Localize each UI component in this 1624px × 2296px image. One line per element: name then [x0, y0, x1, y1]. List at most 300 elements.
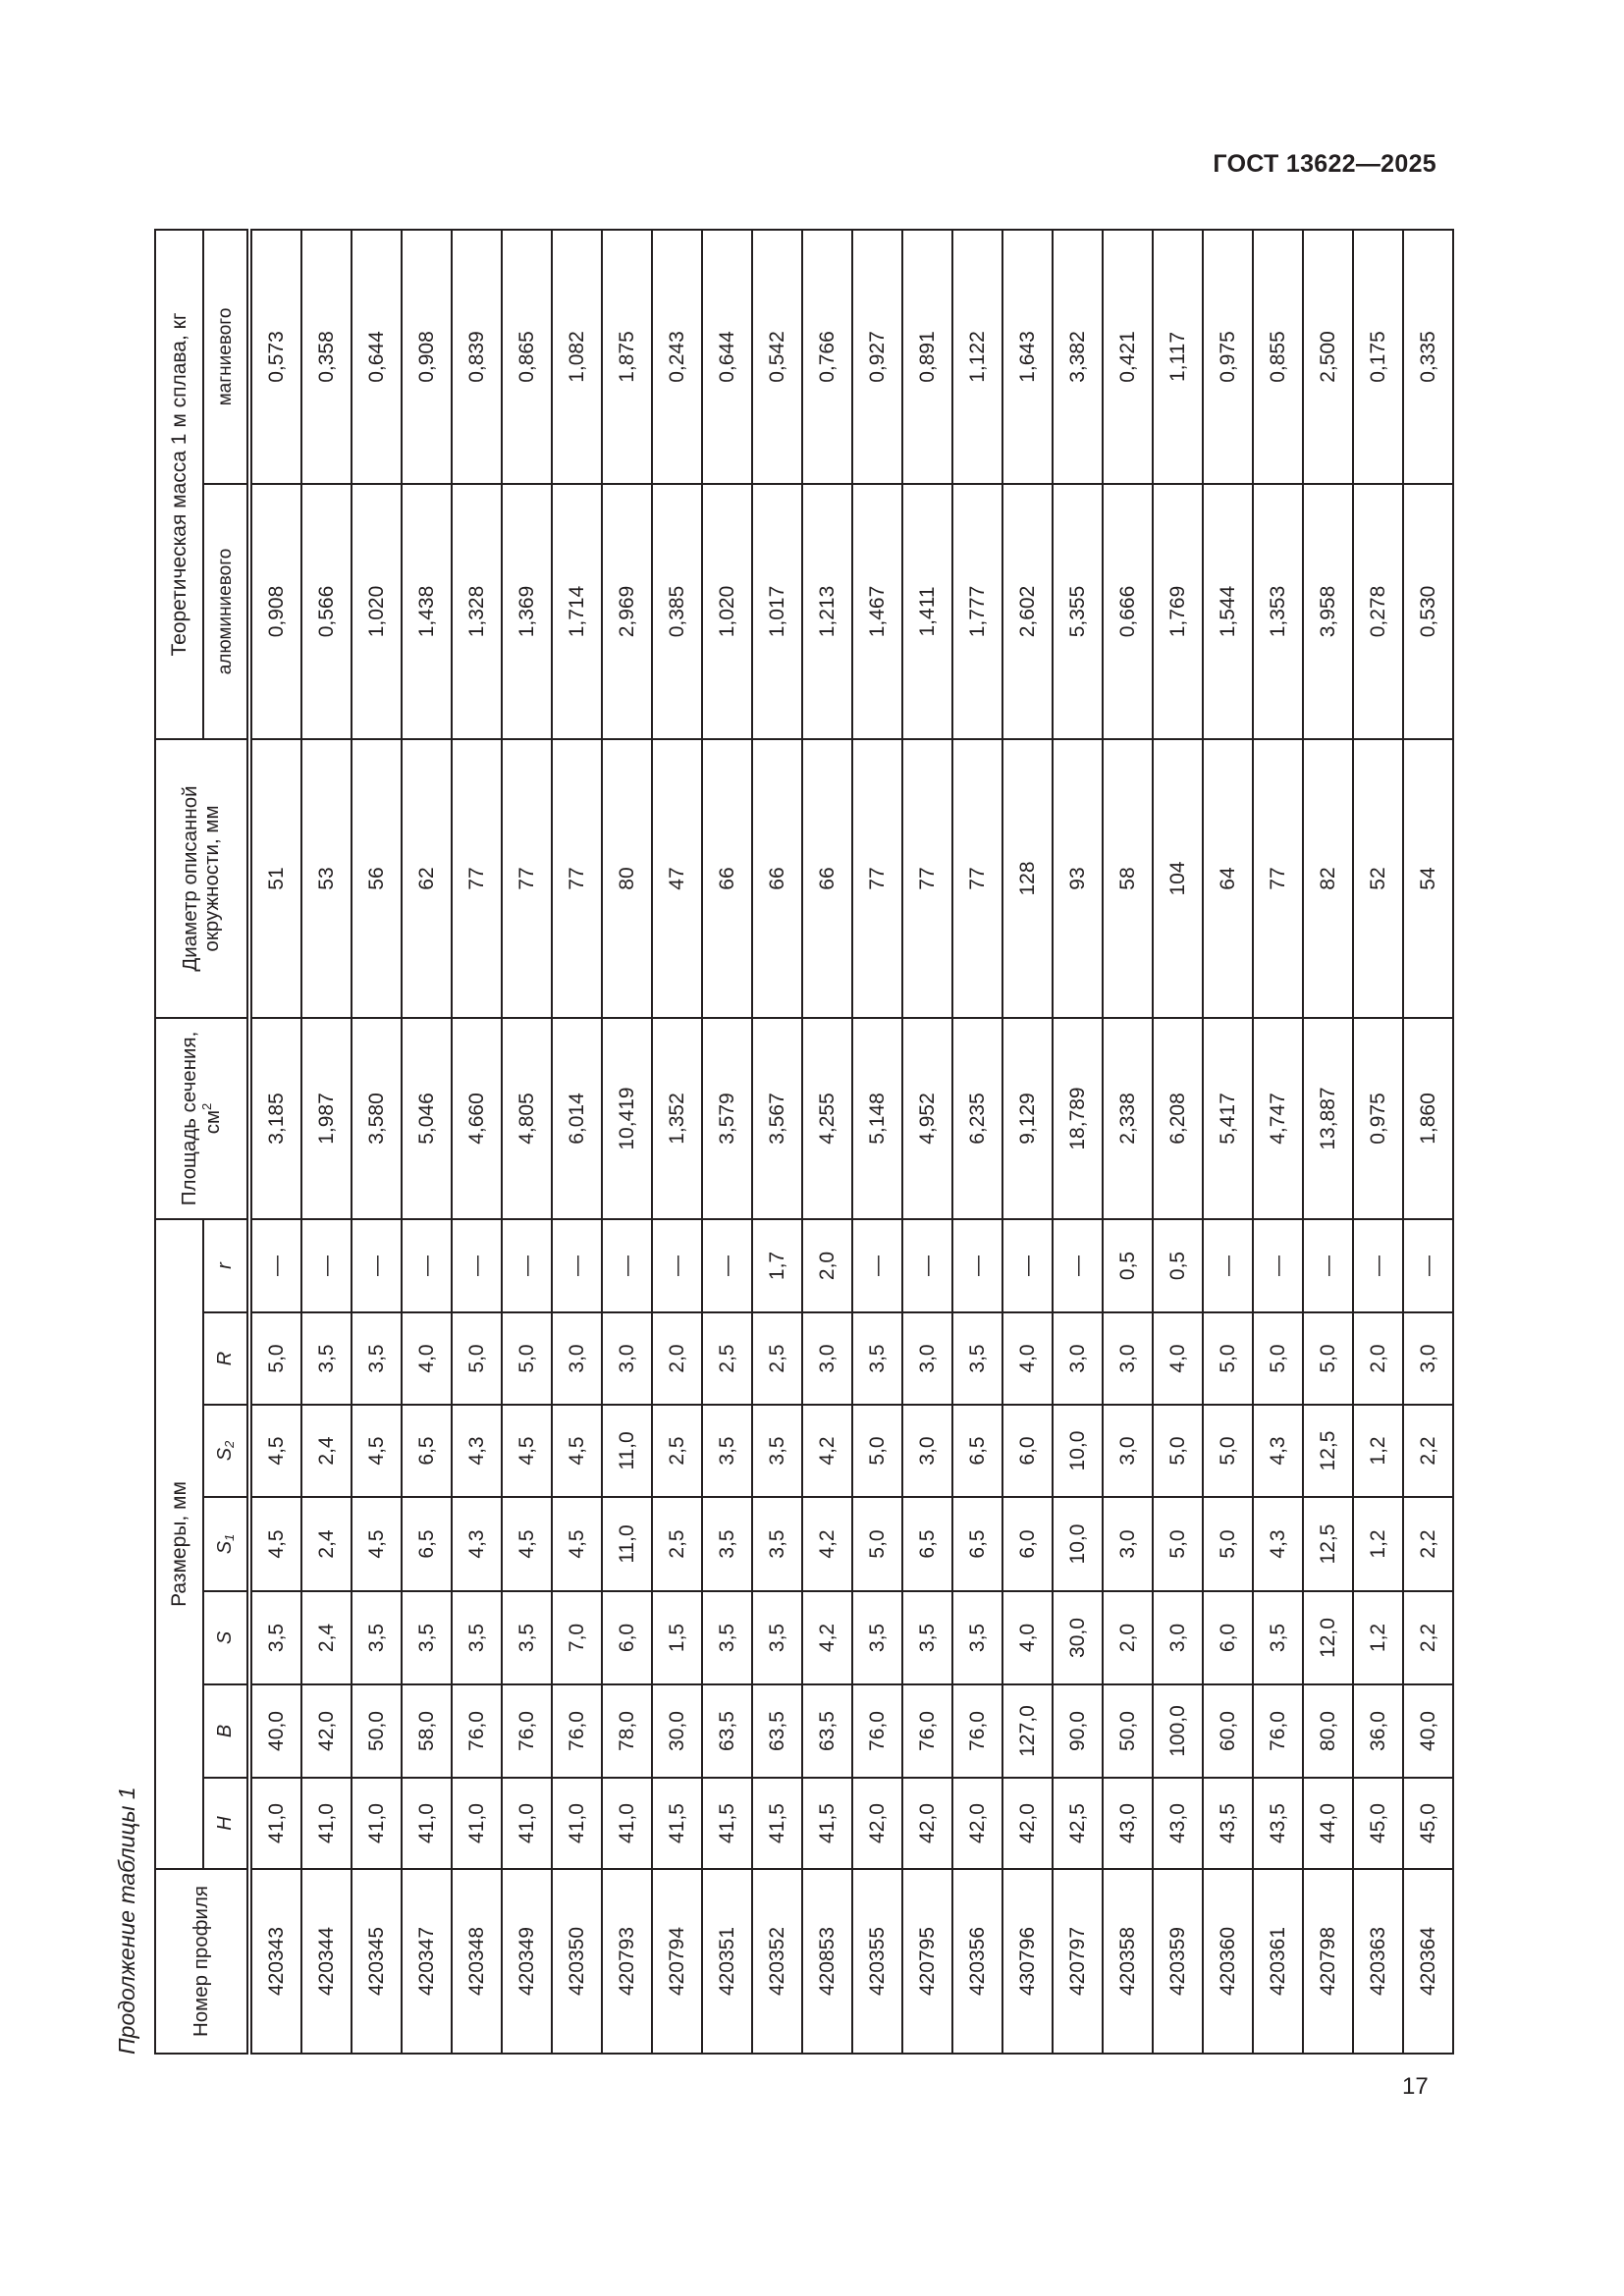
area-value: 5,417 [1203, 1018, 1253, 1219]
h-value: 41,5 [802, 1778, 852, 1869]
magnesium-mass: 0,358 [301, 230, 352, 484]
h-value: 41,0 [502, 1778, 552, 1869]
profile-number: 420350 [552, 1869, 602, 2054]
b-value: 76,0 [852, 1684, 902, 1778]
header-magnesium: магниевого [203, 230, 249, 484]
s-value: 6,0 [602, 1591, 652, 1684]
diameter-value: 80 [602, 739, 652, 1018]
s-value: 3,5 [402, 1591, 452, 1684]
big-r-value: 5,0 [1203, 1312, 1253, 1405]
diameter-value: 62 [402, 739, 452, 1018]
aluminum-mass: 1,328 [452, 484, 502, 739]
magnesium-mass: 0,927 [852, 230, 902, 484]
b-value: 127,0 [1002, 1684, 1053, 1778]
diameter-value: 128 [1002, 739, 1053, 1018]
small-r-value: — [552, 1219, 602, 1312]
b-value: 76,0 [502, 1684, 552, 1778]
b-value: 40,0 [1403, 1684, 1453, 1778]
magnesium-mass: 0,542 [752, 230, 802, 484]
table-caption: Продолжение таблицы 1 [114, 1787, 139, 2055]
diameter-value: 77 [502, 739, 552, 1018]
s2-value: 4,5 [249, 1405, 301, 1497]
diameter-value: 77 [1253, 739, 1303, 1018]
b-value: 76,0 [452, 1684, 502, 1778]
big-r-value: 5,0 [452, 1312, 502, 1405]
profile-number: 420361 [1253, 1869, 1303, 2054]
magnesium-mass: 0,421 [1103, 230, 1153, 484]
h-value: 43,5 [1203, 1778, 1253, 1869]
table-row [1002, 230, 1053, 2054]
magnesium-mass: 0,975 [1203, 230, 1253, 484]
s1-value: 2,2 [1403, 1497, 1453, 1591]
big-r-value: 3,0 [602, 1312, 652, 1405]
small-r-value: — [602, 1219, 652, 1312]
area-value: 1,860 [1403, 1018, 1453, 1219]
b-value: 76,0 [952, 1684, 1002, 1778]
h-value: 42,5 [1053, 1778, 1103, 1869]
s2-value: 2,5 [652, 1405, 702, 1497]
s1-value: 4,5 [502, 1497, 552, 1591]
aluminum-mass: 0,385 [652, 484, 702, 739]
s-value: 3,5 [852, 1591, 902, 1684]
profile-number: 420360 [1203, 1869, 1253, 2054]
s2-value: 10,0 [1053, 1405, 1103, 1497]
s-value: 4,2 [802, 1591, 852, 1684]
s-value: 7,0 [552, 1591, 602, 1684]
small-r-value: — [852, 1219, 902, 1312]
header-diameter: Диаметр описанной окружности, мм [155, 739, 249, 1018]
big-r-value: 2,0 [1353, 1312, 1403, 1405]
s-value: 6,0 [1203, 1591, 1253, 1684]
header-profile-number: Номер профиля [155, 1869, 249, 2054]
diameter-value: 52 [1353, 739, 1403, 1018]
s-value: 3,5 [702, 1591, 752, 1684]
area-value: 4,952 [902, 1018, 952, 1219]
small-r-value: — [452, 1219, 502, 1312]
h-value: 42,0 [952, 1778, 1002, 1869]
s-value: 12,0 [1303, 1591, 1353, 1684]
table-row [902, 230, 952, 2054]
b-value: 50,0 [1103, 1684, 1153, 1778]
magnesium-mass: 0,766 [802, 230, 852, 484]
table-row [1303, 230, 1353, 2054]
diameter-value: 66 [802, 739, 852, 1018]
profile-number: 420794 [652, 1869, 702, 2054]
table-row [402, 230, 452, 2054]
table-row [1053, 230, 1103, 2054]
small-r-value: — [1303, 1219, 1353, 1312]
area-value: 9,129 [1002, 1018, 1053, 1219]
s2-value: 1,2 [1353, 1405, 1403, 1497]
table-row [652, 230, 702, 2054]
b-value: 50,0 [352, 1684, 402, 1778]
big-r-value: 3,0 [1053, 1312, 1103, 1405]
profile-number: 420798 [1303, 1869, 1353, 2054]
aluminum-mass: 0,566 [301, 484, 352, 739]
small-r-value: — [402, 1219, 452, 1312]
h-value: 43,5 [1253, 1778, 1303, 1869]
aluminum-mass: 1,353 [1253, 484, 1303, 739]
profile-number: 420359 [1153, 1869, 1203, 2054]
s1-value: 3,0 [1103, 1497, 1153, 1591]
small-r-value: 0,5 [1153, 1219, 1203, 1312]
header-H: H [203, 1778, 249, 1869]
big-r-value: 3,5 [852, 1312, 902, 1405]
s2-value: 4,3 [452, 1405, 502, 1497]
profile-number: 420358 [1103, 1869, 1153, 2054]
header-S1: $S_1$ [203, 1497, 249, 1591]
table-row [1253, 230, 1303, 2054]
h-value: 41,0 [249, 1778, 301, 1869]
s2-value: 5,0 [852, 1405, 902, 1497]
small-r-value: — [1353, 1219, 1403, 1312]
s-value: 3,5 [952, 1591, 1002, 1684]
s1-value: 6,5 [902, 1497, 952, 1591]
table-row [1153, 230, 1203, 2054]
magnesium-mass: 0,335 [1403, 230, 1453, 484]
small-r-value: — [1053, 1219, 1103, 1312]
small-r-value: — [352, 1219, 402, 1312]
header-aluminum: алюминиевого [203, 484, 249, 739]
big-r-value: 3,0 [552, 1312, 602, 1405]
small-r-value: — [249, 1219, 301, 1312]
s2-value: 3,0 [1103, 1405, 1153, 1497]
aluminum-mass: 1,017 [752, 484, 802, 739]
s2-value: 4,3 [1253, 1405, 1303, 1497]
small-r-value: — [502, 1219, 552, 1312]
table-row [1203, 230, 1253, 2054]
diameter-value: 77 [552, 739, 602, 1018]
big-r-value: 5,0 [249, 1312, 301, 1405]
big-r-value: 4,0 [1002, 1312, 1053, 1405]
standard-designation: ГОСТ 13622—2025 [1213, 150, 1436, 178]
table-row [752, 230, 802, 2054]
magnesium-mass: 0,865 [502, 230, 552, 484]
header-R: R [203, 1312, 249, 1405]
big-r-value: 3,0 [902, 1312, 952, 1405]
small-r-value: — [301, 1219, 352, 1312]
s-value: 3,5 [249, 1591, 301, 1684]
s1-value: 2,4 [301, 1497, 352, 1591]
big-r-value: 5,0 [1253, 1312, 1303, 1405]
profile-number: 420348 [452, 1869, 502, 2054]
big-r-value: 3,0 [1403, 1312, 1453, 1405]
diameter-value: 77 [902, 739, 952, 1018]
h-value: 41,0 [352, 1778, 402, 1869]
s1-value: 5,0 [852, 1497, 902, 1591]
magnesium-mass: 1,643 [1002, 230, 1053, 484]
s2-value: 11,0 [602, 1405, 652, 1497]
s-value: 2,0 [1103, 1591, 1153, 1684]
aluminum-mass: 3,958 [1303, 484, 1353, 739]
s-value: 3,5 [352, 1591, 402, 1684]
area-value: 10,419 [602, 1018, 652, 1219]
b-value: 76,0 [902, 1684, 952, 1778]
s1-value: 6,0 [1002, 1497, 1053, 1591]
table-row [702, 230, 752, 2054]
s1-value: 10,0 [1053, 1497, 1103, 1591]
s1-value: 4,5 [249, 1497, 301, 1591]
diameter-value: 93 [1053, 739, 1103, 1018]
profile-number: 420797 [1053, 1869, 1103, 2054]
profile-number: 420356 [952, 1869, 1002, 2054]
aluminum-mass: 1,769 [1153, 484, 1203, 739]
b-value: 36,0 [1353, 1684, 1403, 1778]
h-value: 43,0 [1153, 1778, 1203, 1869]
small-r-value: — [702, 1219, 752, 1312]
s2-value: 3,5 [752, 1405, 802, 1497]
h-value: 43,0 [1103, 1778, 1153, 1869]
table-row [952, 230, 1002, 2054]
s1-value: 2,5 [652, 1497, 702, 1591]
header-area: Площадь сечения, $см^2$ [155, 1018, 249, 1219]
big-r-value: 3,5 [952, 1312, 1002, 1405]
profile-number: 420793 [602, 1869, 652, 2054]
small-r-value: — [1403, 1219, 1453, 1312]
small-r-value: — [652, 1219, 702, 1312]
diameter-value: 77 [452, 739, 502, 1018]
profile-number: 420853 [802, 1869, 852, 2054]
diameter-value: 66 [702, 739, 752, 1018]
area-value: 3,185 [249, 1018, 301, 1219]
h-value: 42,0 [1002, 1778, 1053, 1869]
big-r-value: 4,0 [1153, 1312, 1203, 1405]
area-value: 4,747 [1253, 1018, 1303, 1219]
header-S: S [203, 1591, 249, 1684]
small-r-value: 1,7 [752, 1219, 802, 1312]
table-row [802, 230, 852, 2054]
magnesium-mass: 0,644 [702, 230, 752, 484]
big-r-value: 3,0 [802, 1312, 852, 1405]
aluminum-mass: 1,411 [902, 484, 952, 739]
h-value: 42,0 [852, 1778, 902, 1869]
aluminum-mass: 1,020 [702, 484, 752, 739]
area-value: 1,987 [301, 1018, 352, 1219]
s-value: 30,0 [1053, 1591, 1103, 1684]
area-value: 2,338 [1103, 1018, 1153, 1219]
s1-value: 6,5 [952, 1497, 1002, 1591]
h-value: 44,0 [1303, 1778, 1353, 1869]
h-value: 41,5 [752, 1778, 802, 1869]
area-value: 4,660 [452, 1018, 502, 1219]
area-value: 4,255 [802, 1018, 852, 1219]
table-body [249, 230, 1453, 2054]
b-value: 76,0 [552, 1684, 602, 1778]
s1-value: 11,0 [602, 1497, 652, 1591]
aluminum-mass: 5,355 [1053, 484, 1103, 739]
area-value: 3,567 [752, 1018, 802, 1219]
s-value: 3,5 [902, 1591, 952, 1684]
header-mass-group: Теоретическая масса 1 м сплава, кг [155, 230, 203, 739]
table-row [452, 230, 502, 2054]
s2-value: 3,0 [902, 1405, 952, 1497]
area-value: 1,352 [652, 1018, 702, 1219]
area-value: 0,975 [1353, 1018, 1403, 1219]
table-row [852, 230, 902, 2054]
h-value: 41,0 [602, 1778, 652, 1869]
s2-value: 4,5 [352, 1405, 402, 1497]
header-dimensions-group: Размеры, мм [155, 1219, 203, 1869]
s2-value: 6,5 [952, 1405, 1002, 1497]
magnesium-mass: 1,117 [1153, 230, 1203, 484]
area-value: 6,235 [952, 1018, 1002, 1219]
s1-value: 3,5 [752, 1497, 802, 1591]
aluminum-mass: 1,438 [402, 484, 452, 739]
small-r-value: 2,0 [802, 1219, 852, 1312]
area-value: 18,789 [1053, 1018, 1103, 1219]
magnesium-mass: 0,573 [249, 230, 301, 484]
diameter-value: 56 [352, 739, 402, 1018]
s-value: 3,5 [502, 1591, 552, 1684]
magnesium-mass: 3,382 [1053, 230, 1103, 484]
header-S2: $S_2$ [203, 1405, 249, 1497]
big-r-value: 3,5 [301, 1312, 352, 1405]
big-r-value: 3,5 [352, 1312, 402, 1405]
header-B: B [203, 1684, 249, 1778]
s2-value: 4,5 [502, 1405, 552, 1497]
b-value: 63,5 [802, 1684, 852, 1778]
area-value: 6,014 [552, 1018, 602, 1219]
aluminum-mass: 2,969 [602, 484, 652, 739]
diameter-value: 66 [752, 739, 802, 1018]
s2-value: 2,2 [1403, 1405, 1453, 1497]
table-row [1403, 230, 1453, 2054]
header-r: r [203, 1219, 249, 1312]
diameter-value: 58 [1103, 739, 1153, 1018]
profile-number: 420347 [402, 1869, 452, 2054]
s2-value: 12,5 [1303, 1405, 1353, 1497]
h-value: 41,5 [702, 1778, 752, 1869]
s-value: 3,5 [452, 1591, 502, 1684]
s1-value: 6,5 [402, 1497, 452, 1591]
profile-number: 420344 [301, 1869, 352, 2054]
h-value: 41,0 [402, 1778, 452, 1869]
s1-value: 1,2 [1353, 1497, 1403, 1591]
small-r-value: — [1203, 1219, 1253, 1312]
profile-number: 430796 [1002, 1869, 1053, 2054]
profile-number: 420345 [352, 1869, 402, 2054]
table-row [552, 230, 602, 2054]
area-value: 13,887 [1303, 1018, 1353, 1219]
table-row [1353, 230, 1403, 2054]
small-r-value: — [1253, 1219, 1303, 1312]
s1-value: 4,2 [802, 1497, 852, 1591]
diameter-value: 82 [1303, 739, 1353, 1018]
h-value: 45,0 [1403, 1778, 1453, 1869]
table-row [602, 230, 652, 2054]
big-r-value: 2,5 [752, 1312, 802, 1405]
aluminum-mass: 1,020 [352, 484, 402, 739]
s1-value: 4,3 [452, 1497, 502, 1591]
big-r-value: 4,0 [402, 1312, 452, 1405]
h-value: 42,0 [902, 1778, 952, 1869]
h-value: 41,0 [452, 1778, 502, 1869]
h-value: 41,0 [552, 1778, 602, 1869]
s-value: 3,5 [1253, 1591, 1303, 1684]
area-value: 5,148 [852, 1018, 902, 1219]
page-number: 17 [1402, 2073, 1429, 2100]
magnesium-mass: 0,175 [1353, 230, 1403, 484]
b-value: 58,0 [402, 1684, 452, 1778]
s1-value: 5,0 [1153, 1497, 1203, 1591]
s-value: 2,4 [301, 1591, 352, 1684]
table-row [352, 230, 402, 2054]
small-r-value: — [952, 1219, 1002, 1312]
profile-number: 420343 [249, 1869, 301, 2054]
aluminum-mass: 1,714 [552, 484, 602, 739]
aluminum-mass: 0,666 [1103, 484, 1153, 739]
area-value: 3,579 [702, 1018, 752, 1219]
aluminum-mass: 1,777 [952, 484, 1002, 739]
magnesium-mass: 0,644 [352, 230, 402, 484]
b-value: 30,0 [652, 1684, 702, 1778]
b-value: 78,0 [602, 1684, 652, 1778]
magnesium-mass: 0,891 [902, 230, 952, 484]
profiles-table [154, 229, 1454, 2055]
s1-value: 3,5 [702, 1497, 752, 1591]
small-r-value: 0,5 [1103, 1219, 1153, 1312]
b-value: 63,5 [702, 1684, 752, 1778]
magnesium-mass: 0,839 [452, 230, 502, 484]
s2-value: 5,0 [1153, 1405, 1203, 1497]
h-value: 45,0 [1353, 1778, 1403, 1869]
s1-value: 4,5 [552, 1497, 602, 1591]
b-value: 100,0 [1153, 1684, 1203, 1778]
aluminum-mass: 0,908 [249, 484, 301, 739]
s2-value: 6,5 [402, 1405, 452, 1497]
diameter-value: 53 [301, 739, 352, 1018]
b-value: 90,0 [1053, 1684, 1103, 1778]
s-value: 3,5 [752, 1591, 802, 1684]
b-value: 60,0 [1203, 1684, 1253, 1778]
header-area-label: Площадь сечения, см [178, 1031, 224, 1206]
table-row [301, 230, 352, 2054]
area-value: 5,046 [402, 1018, 452, 1219]
b-value: 63,5 [752, 1684, 802, 1778]
profile-number: 420363 [1353, 1869, 1403, 2054]
magnesium-mass: 0,908 [402, 230, 452, 484]
magnesium-mass: 0,855 [1253, 230, 1303, 484]
table-row [249, 230, 301, 2054]
s1-value: 12,5 [1303, 1497, 1353, 1591]
s2-value: 4,2 [802, 1405, 852, 1497]
magnesium-mass: 0,243 [652, 230, 702, 484]
small-r-value: — [1002, 1219, 1053, 1312]
s1-value: 4,3 [1253, 1497, 1303, 1591]
aluminum-mass: 1,213 [802, 484, 852, 739]
s2-value: 3,5 [702, 1405, 752, 1497]
diameter-value: 54 [1403, 739, 1453, 1018]
diameter-value: 51 [249, 739, 301, 1018]
area-value: 3,580 [352, 1018, 402, 1219]
profile-number: 420349 [502, 1869, 552, 2054]
s-value: 2,2 [1403, 1591, 1453, 1684]
diameter-value: 77 [852, 739, 902, 1018]
h-value: 41,5 [652, 1778, 702, 1869]
s-value: 1,5 [652, 1591, 702, 1684]
big-r-value: 5,0 [502, 1312, 552, 1405]
aluminum-mass: 1,544 [1203, 484, 1253, 739]
s1-value: 4,5 [352, 1497, 402, 1591]
big-r-value: 2,5 [702, 1312, 752, 1405]
s2-value: 6,0 [1002, 1405, 1053, 1497]
area-value: 4,805 [502, 1018, 552, 1219]
big-r-value: 3,0 [1103, 1312, 1153, 1405]
diameter-value: 64 [1203, 739, 1253, 1018]
b-value: 42,0 [301, 1684, 352, 1778]
magnesium-mass: 1,875 [602, 230, 652, 484]
area-value: 6,208 [1153, 1018, 1203, 1219]
